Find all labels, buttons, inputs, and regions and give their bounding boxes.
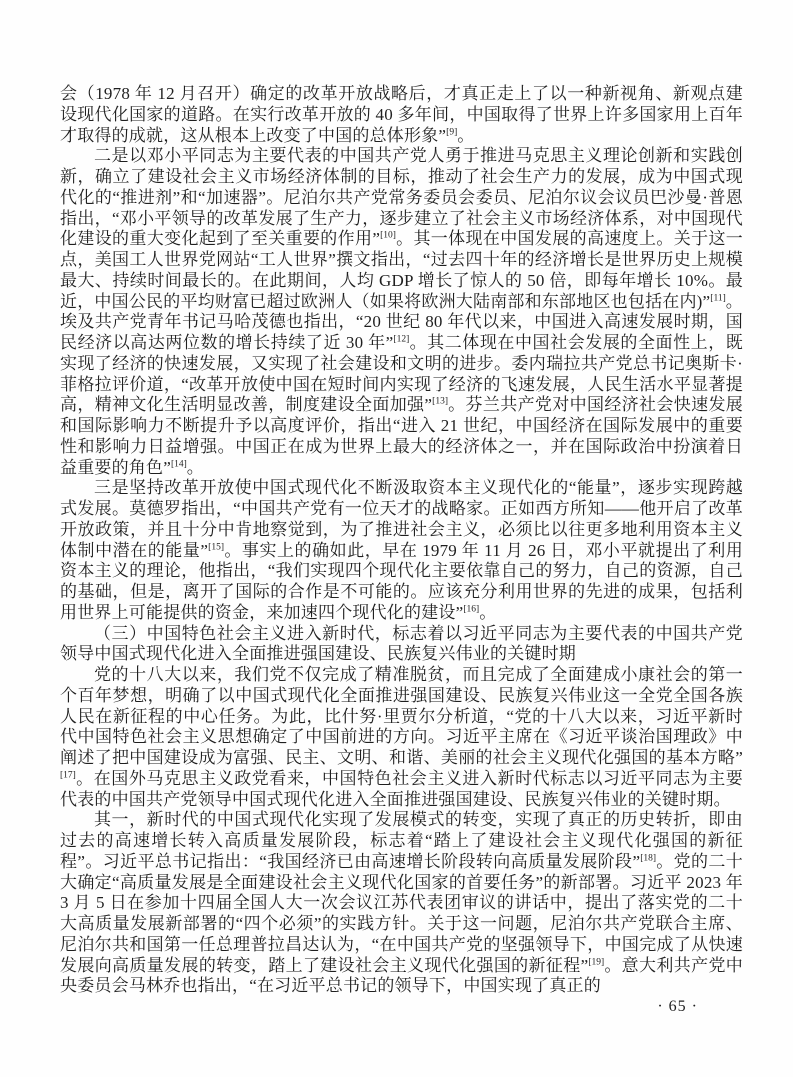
- text-segment: 。芬兰共产党对中国经济社会快速发展和国际影响力不断提升予以高度评价，指出“进入 21 世纪，中国经济在国际发展中的重要性和影响力日益增强。中国正在成为世界上最大的经济体之一，并在国际政治中扮演着日益重要的角色”: [60, 395, 743, 477]
- text-segment: 。: [479, 602, 497, 622]
- text-segment: 。: [457, 125, 475, 145]
- paragraph-continuation: [60, 84, 743, 146]
- citation-ref: [17]: [60, 770, 76, 781]
- text-segment: 。意大利共产党中央委员会马林乔也指出，“在习近平总书记的领导下，中国实现了真正的: [60, 955, 743, 996]
- text-segment: 三是坚持改革开放使中国式现代化不断汲取资本主义现代化的“能量”，逐步实现跨越式发展。莫德罗指出，“中国共产党有一位天才的战略家。正如西方所知——他开启了改革开放政策，并且十分中肯地察觉到，为了推进社会主义，必须比以往更多地利用资本主义体制中潜在的能量”: [60, 478, 743, 560]
- article-body: [60, 84, 743, 997]
- text-segment: 会（1978 年 12 月召开）确定的改革开放战略后，才真正走上了以一种新视角、新观点建设现代化国家的道路。在实行改革开放的 40 多年间，中国取得了世界上许多国家用上百年才取得的成就，这从根本上改变了中国的总体形象”: [60, 84, 743, 145]
- citation-ref: [12]: [393, 334, 410, 345]
- subsection-heading-three: [60, 624, 743, 666]
- paragraph-deng-xiaoping-era: [60, 146, 743, 478]
- text-segment: 。其二体现在中国社会发展的全面性上，既实现了经济的快速发展，又实现了社会建设和文明的进步。委内瑞拉共产党总书记奥斯卡·菲格拉评价道，“改革开放使中国在短时间内实现了经济的飞速发展，人民生活水平显著提高，精神文化生活明显改善，制度建设全面加强”: [60, 333, 743, 415]
- text-segment: 。其一体现在中国发展的高速度上。关于这一点，美国工人世界党网站“工人世界”撰文指出，“过去四十年的经济增长是世界历史上规模最大、持续时间最长的。在此期间，人均 GDP 增长了惊人的 50 倍，即每年增长 10%。最近，中国公民的平均财富已超过欧洲人（如果将欧洲大陆南部和东部地区也包括在内)”: [60, 229, 743, 311]
- text-segment: 二是以邓小平同志为主要代表的中国共产党人勇于推进马克思主义理论创新和实践创新，确立了建设社会主义市场经济体制的目标，推动了社会生产力的发展，成为中国式现代化的“推进剂”和“加速器”。尼泊尔共产党常务委员会委员、尼泊尔议会议员巴沙曼·普恩指出，“邓小平领导的改革发展了生产力，逐步建立了社会主义市场经济体系，对中国现代化建设的重大变化起到了至关重要的作用”: [60, 146, 743, 249]
- text-segment: 。埃及共产党青年书记马哈茂德也指出，“20 世纪 80 年代以来，中国进入高速发展时期，国民经济以高达两位数的增长持续了近 30 年”: [60, 291, 743, 352]
- citation-ref: [16]: [463, 604, 480, 615]
- paragraph-new-era: [60, 665, 743, 810]
- citation-ref: [9]: [446, 126, 458, 137]
- text-segment: 。在国外马克思主义政党看来，中国特色社会主义进入新时代标志以习近平同志为主要代表的中国共产党领导中国式现代化进入全面推进强国建设、民族复兴伟业的关键时期。: [60, 768, 743, 809]
- citation-ref: [13]: [432, 396, 448, 407]
- paragraph-reform-opening-energy: [60, 478, 743, 623]
- text-segment: 。党的二十大确定“高质量发展是全面建设社会主义现代化国家的首要任务”的新部署。习近平 2023 年 3 月 5 日在参加十四届全国人大一次会议江苏代表团审议的讲话中，提出了落实党的二十大高质量发展新部署的“四个必须”的实践方针。关于这一问题，尼泊尔共产党联合主席、尼泊尔共和国第一任总理普拉昌达认为，“在中国共产党的坚强领导下，中国完成了从快速发展向高质量发展的转变，踏上了建设社会主义现代化强国的新征程”: [60, 851, 743, 975]
- citation-ref: [18]: [640, 853, 657, 864]
- citation-ref: [14]: [170, 458, 187, 469]
- text-segment: 。事实上的确如此，早在 1979 年 11 月 26 日，邓小平就提出了利用资本主义的理论，他指出，“我们实现四个现代化主要依靠自己的努力，自己的资源，自己的基础，但是，离开了国际的合作是不可能的。应该充分利用世界的先进的成果，包括利用世界上可能提供的资金，来加速四个现代化的建设”: [60, 540, 743, 622]
- text-segment: （三）中国特色社会主义进入新时代，标志着以习近平同志为主要代表的中国共产党领导中国式现代化进入全面推进强国建设、民族复兴伟业的关键时期: [60, 623, 743, 664]
- text-segment: 其一，新时代的中国式现代化实现了发展模式的转变，实现了真正的历史转折，即由过去的高速增长转入高质量发展阶段，标志着“踏上了建设社会主义现代化强国的新征程”。习近平总书记指出：“我国经济已由高速增长阶段转向高质量发展阶段”: [60, 810, 743, 871]
- citation-ref: [11]: [710, 292, 726, 303]
- citation-ref: [15]: [208, 541, 224, 552]
- paragraph-high-quality-development: [60, 810, 743, 997]
- text-segment: 。: [186, 457, 204, 477]
- citation-ref: [10]: [380, 230, 396, 241]
- text-segment: 党的十八大以来，我们党不仅完成了精准脱贫，而且完成了全面建成小康社会的第一个百年梦想，明确了以中国式现代化全面推进强国建设、民族复兴伟业这一全党全国各族人民在新征程的中心任务。为此，比什努·里贾尔分析道，“党的十八大以来，习近平新时代中国特色社会主义思想确定了中国前进的方向。习近平主席在《习近平谈治国理政》中阐述了把中国建设成为富强、民主、文明、和谐、美丽的社会主义现代化强国的基本方略”: [60, 665, 743, 767]
- page-number: · 65 ·: [657, 998, 698, 1015]
- citation-ref: [19]: [588, 956, 605, 967]
